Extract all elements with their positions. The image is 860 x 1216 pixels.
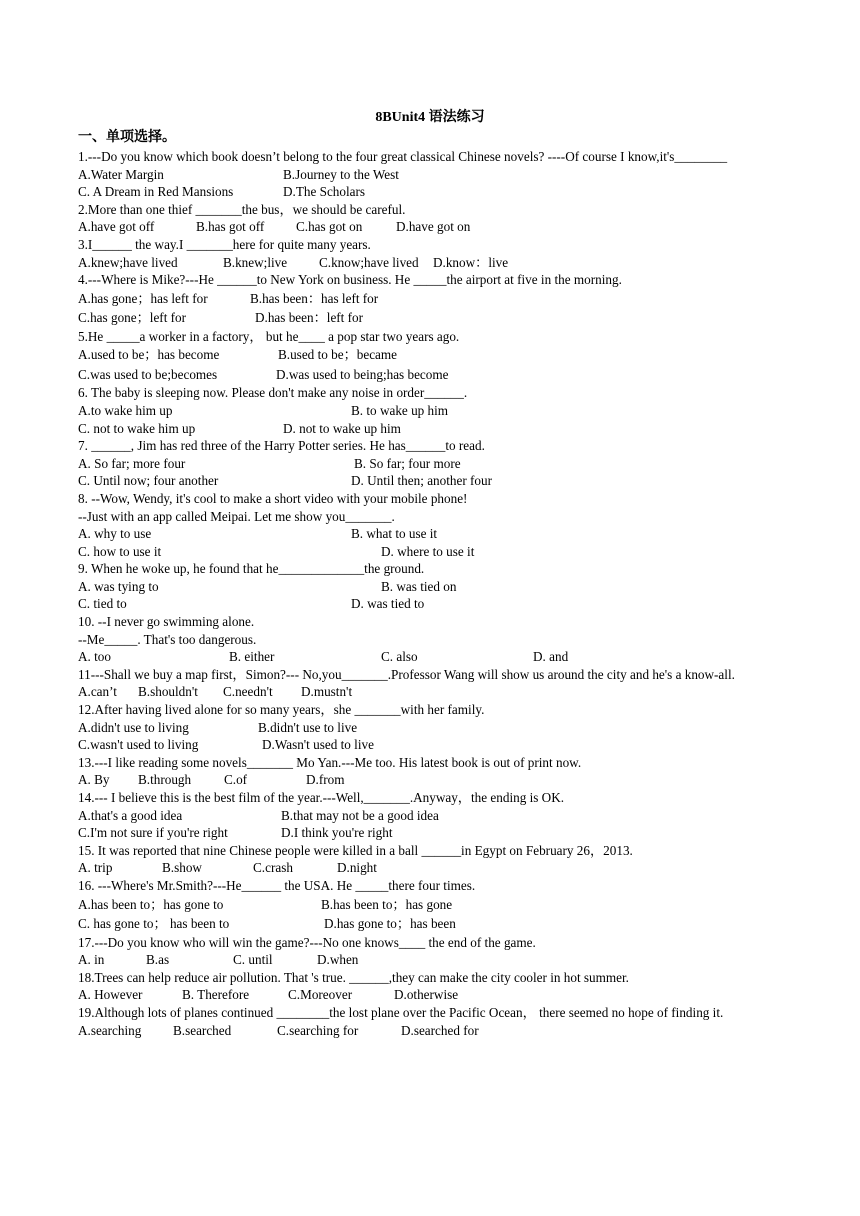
answer-option: D.has been：left for xyxy=(255,310,364,326)
option-row xyxy=(78,1022,784,1040)
question-stem: --Me_____. That's too dangerous. xyxy=(78,631,257,647)
option-row xyxy=(78,308,784,328)
answer-option: A. By xyxy=(78,772,110,788)
question-16 xyxy=(78,877,784,934)
answer-option: D. where to use it xyxy=(381,543,475,559)
answer-option: C. until xyxy=(233,952,273,968)
answer-option: A.Water Margin xyxy=(78,166,164,182)
answer-option: B. to wake up him xyxy=(351,402,449,418)
option-row xyxy=(78,525,784,543)
answer-option: D.when xyxy=(317,952,359,968)
answer-option: D.mustn't xyxy=(301,684,353,700)
answer-option: A.knew;have lived xyxy=(78,254,178,270)
question-stem: 12.After having lived alone for so many years，she _______with her family. xyxy=(78,702,485,718)
option-row xyxy=(78,895,784,915)
question-stem: 4.---Where is Mike?---He ______to New York on business. He _____the airport at five in the morning. xyxy=(78,272,622,288)
answer-option: C.was used to be;becomes xyxy=(78,366,218,382)
answer-option: C.I'm not sure if you're right xyxy=(78,825,228,841)
answer-option: B. Therefore xyxy=(182,987,250,1003)
answer-option: A.searching xyxy=(78,1022,142,1038)
question-stem: 6. The baby is sleeping now. Please don't make any noise in order______. xyxy=(78,385,468,401)
answer-option: D.have got on xyxy=(396,219,471,235)
answer-option: B. was tied on xyxy=(381,578,457,594)
answer-option: D. and xyxy=(533,649,569,665)
answer-option: A.has gone；has left for xyxy=(78,290,208,306)
question-15 xyxy=(78,842,784,877)
answer-option: D.The Scholars xyxy=(283,184,366,200)
question-list xyxy=(78,148,784,1039)
answer-option: D.was used to being;has become xyxy=(276,366,449,382)
question-stem: 5.He _____a worker in a factory， but he____ a pop star two years ago. xyxy=(78,328,460,344)
answer-option: A.has been to；has gone to xyxy=(78,896,224,912)
question-stem: 11---Shall we buy a map first，Simon?--- No,you_______.Professor Wang will show us around the city and he's a know-all. xyxy=(78,666,735,682)
answer-option: C.searching for xyxy=(277,1022,359,1038)
question-stem: 7. ______, Jim has red three of the Harry Potter series. He has______to read. xyxy=(78,438,485,454)
option-row xyxy=(78,914,784,934)
answer-option: C. Until now; four another xyxy=(78,473,219,489)
answer-option: C. tied to xyxy=(78,596,127,612)
answer-option: A.that's a good idea xyxy=(78,807,183,823)
answer-option: D. was tied to xyxy=(351,596,425,612)
answer-option: C. has gone to； has been to xyxy=(78,916,230,932)
answer-option: B.as xyxy=(146,952,170,968)
answer-option: D.Wasn't used to live xyxy=(262,737,374,753)
question-stem: 17.---Do you know who will win the game?---No one knows____ the end of the game. xyxy=(78,934,536,950)
answer-option: A.can’t xyxy=(78,684,117,700)
question-7 xyxy=(78,437,784,490)
answer-option: B.shouldn't xyxy=(138,684,198,700)
answer-option: B.has got off xyxy=(196,219,265,235)
question-11 xyxy=(78,666,784,701)
question-stem: 16. ---Where's Mr.Smith?---He______ the USA. He _____there four times. xyxy=(78,877,476,893)
option-row xyxy=(78,420,784,438)
option-row xyxy=(78,859,784,877)
answer-option: B. So far; four more xyxy=(354,455,461,471)
question-5 xyxy=(78,328,784,385)
answer-option: B.through xyxy=(138,772,192,788)
question-8 xyxy=(78,490,784,560)
answer-option: A. too xyxy=(78,649,111,665)
answer-option: B.knew;live xyxy=(223,254,288,270)
question-13 xyxy=(78,754,784,789)
answer-option: B.used to be；became xyxy=(278,347,398,363)
answer-option: C.has got on xyxy=(296,219,363,235)
answer-option: C.has gone；left for xyxy=(78,310,187,326)
answer-option: D.night xyxy=(337,860,377,876)
question-2 xyxy=(78,201,784,236)
question-17 xyxy=(78,934,784,969)
question-19 xyxy=(78,1004,784,1039)
worksheet-title: 8BUnit4 语法练习 xyxy=(375,110,485,125)
question-9 xyxy=(78,560,784,613)
answer-option: B. what to use it xyxy=(351,526,438,542)
question-12 xyxy=(78,701,784,754)
question-stem: --Just with an app called Meipai. Let me show you_______. xyxy=(78,508,395,524)
answer-option: B.has been：has left for xyxy=(250,290,379,306)
question-stem: 13.---I like reading some novels_______ Mo Yan.---Me too. His latest book is out of print now. xyxy=(78,754,582,770)
answer-option: D.know：live xyxy=(433,254,509,270)
answer-option: C.know;have lived xyxy=(319,254,419,270)
question-3 xyxy=(78,236,784,271)
option-row xyxy=(78,986,784,1004)
answer-option: D. Until then; another four xyxy=(351,473,492,489)
answer-option: D.has gone to；has been xyxy=(324,916,456,932)
answer-option: D.searched for xyxy=(401,1022,479,1038)
answer-option: B.has been to；has gone xyxy=(321,896,453,912)
question-18 xyxy=(78,969,784,1004)
option-row xyxy=(78,455,784,473)
question-stem: 10. --I never go swimming alone. xyxy=(78,614,255,630)
question-1 xyxy=(78,148,784,201)
option-row xyxy=(78,472,784,490)
answer-option: A. was tying to xyxy=(78,578,159,594)
option-row xyxy=(78,345,784,365)
question-stem: 8. --Wow, Wendy, it's cool to make a short video with your mobile phone! xyxy=(78,490,468,506)
answer-option: B.didn't use to live xyxy=(258,719,358,735)
question-stem: 3.I______ the way.I _______here for quite many years. xyxy=(78,236,371,252)
answer-option: D.otherwise xyxy=(394,987,459,1003)
answer-option: B.that may not be a good idea xyxy=(281,807,439,823)
option-row xyxy=(78,218,784,236)
question-stem: 14.--- I believe this is the best film of the year.---Well,_______.Anyway，the ending is OK. xyxy=(78,790,565,805)
answer-option: C. how to use it xyxy=(78,543,162,559)
answer-option: A. However xyxy=(78,987,143,1003)
option-row xyxy=(78,719,784,737)
question-stem: 15. It was reported that nine Chinese people were killed in a ball ______in Egypt on February 26，2013. xyxy=(78,842,633,858)
option-row xyxy=(78,771,784,789)
answer-option: D.from xyxy=(306,772,345,788)
answer-option: C.Moreover xyxy=(288,987,353,1003)
option-row xyxy=(78,648,784,666)
answer-option: C.crash xyxy=(253,860,293,876)
option-row xyxy=(78,543,784,561)
question-stem: 9. When he woke up, he found that he_____________the ground. xyxy=(78,561,425,577)
answer-option: A.used to be；has become xyxy=(78,347,220,363)
question-10 xyxy=(78,613,784,666)
option-row xyxy=(78,365,784,385)
option-row xyxy=(78,402,784,420)
answer-option: D. not to wake up him xyxy=(283,420,401,436)
section-heading: 一、单项选择。 xyxy=(78,130,176,145)
answer-option: B.Journey to the West xyxy=(283,166,399,182)
question-stem: 1.---Do you know which book doesn’t belong to the four great classical Chinese novels? ----Of course I know,it's________ xyxy=(78,149,728,164)
answer-option: A. in xyxy=(78,952,105,968)
question-stem: 19.Although lots of planes continued ________the lost plane over the Pacific Ocean， there seemed no hope of finding it. xyxy=(78,1004,724,1020)
answer-option: B.show xyxy=(162,860,202,876)
question-6 xyxy=(78,384,784,437)
option-row xyxy=(78,183,784,201)
answer-option: A.didn't use to living xyxy=(78,719,189,735)
option-row xyxy=(78,736,784,754)
option-row xyxy=(78,578,784,596)
answer-option: C. A Dream in Red Mansions xyxy=(78,184,234,200)
option-row xyxy=(78,254,784,272)
question-stem: 18.Trees can help reduce air pollution. That 's true. ______,they can make the city cooler in hot summer. xyxy=(78,969,629,985)
option-row xyxy=(78,595,784,613)
question-14 xyxy=(78,789,784,842)
answer-option: C. not to wake him up xyxy=(78,420,196,436)
question-4 xyxy=(78,271,784,328)
answer-option: C. also xyxy=(381,649,418,665)
answer-option: B.searched xyxy=(173,1022,232,1038)
option-row xyxy=(78,289,784,309)
answer-option: D.I think you're right xyxy=(281,825,393,841)
option-row xyxy=(78,683,784,701)
answer-option: C.wasn't used to living xyxy=(78,737,199,753)
answer-option: A.have got off xyxy=(78,219,155,235)
option-row xyxy=(78,807,784,825)
answer-option: B. either xyxy=(229,649,275,665)
answer-option: A. So far; more four xyxy=(78,455,186,471)
question-stem: 2.More than one thief _______the bus，we should be careful. xyxy=(78,201,406,217)
answer-option: C.of xyxy=(224,772,248,788)
option-row xyxy=(78,824,784,842)
answer-option: A. why to use xyxy=(78,526,152,542)
answer-option: A. trip xyxy=(78,860,113,876)
answer-option: A.to wake him up xyxy=(78,402,173,418)
option-row xyxy=(78,166,784,184)
answer-option: C.needn't xyxy=(223,684,273,700)
option-row xyxy=(78,951,784,969)
